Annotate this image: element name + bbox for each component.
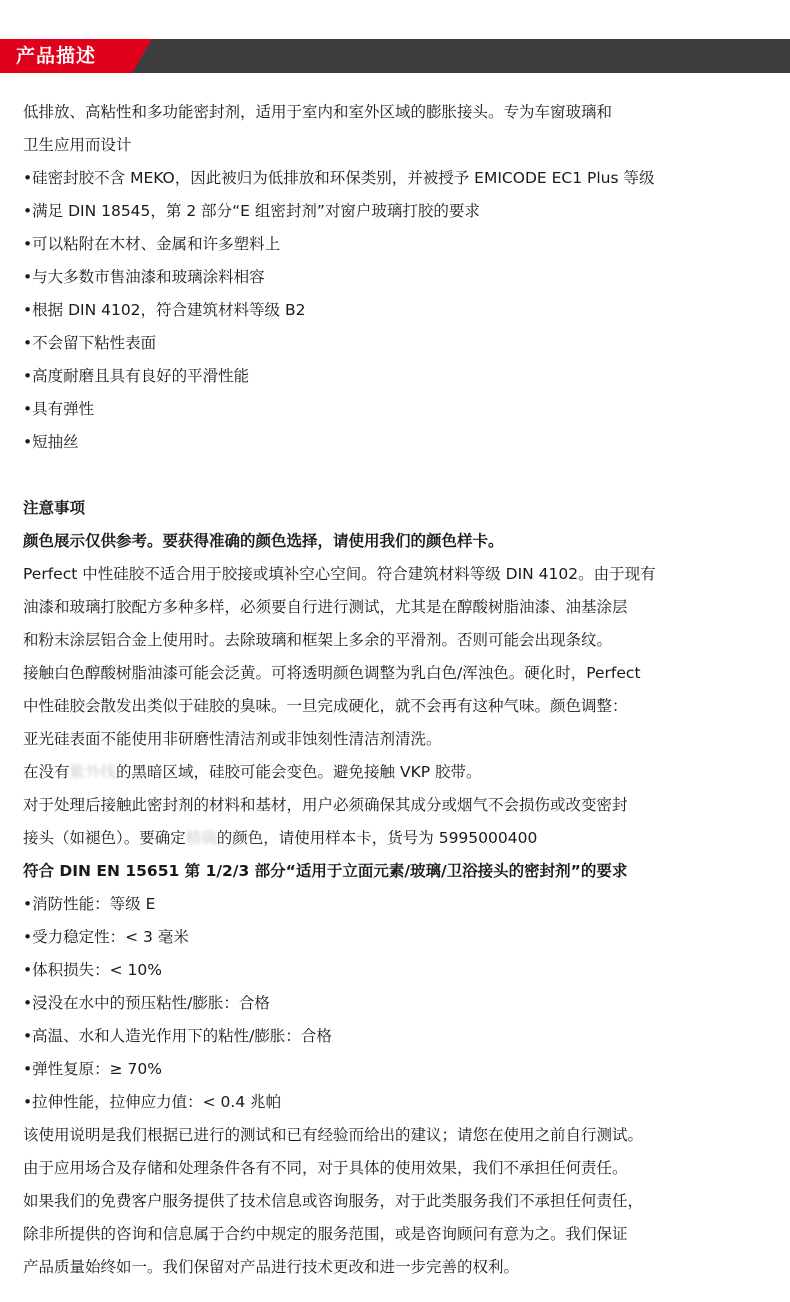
standard-bullet: •受力稳定性：< 3 毫米 xyxy=(23,928,189,946)
color-notice: 颜色展示仅供参考。要获得准确的颜色选择，请使用我们的颜色样卡。 xyxy=(23,532,504,550)
material-text-blurred: 精确 xyxy=(185,829,217,847)
dark-area-text-pre: 在没有 xyxy=(23,763,70,781)
notes-paragraph-line: 亚光硅表面不能使用非研磨性清洁剂或非蚀刻性清洁剂清洗。 xyxy=(23,730,442,748)
disclaimer-line: 产品质量始终如一。我们保留对产品进行技术更改和进一步完善的权利。 xyxy=(23,1258,520,1276)
material-text-post: 的颜色，请使用样本卡，货号为 5995000400 xyxy=(216,829,538,847)
intro-text-line: 卫生应用而设计 xyxy=(23,136,132,154)
feature-bullet: •可以粘附在木材、金属和许多塑料上 xyxy=(23,235,281,253)
notes-paragraph-line: 和粉末涂层铝合金上使用时。去除玻璃和框架上多余的平滑剂。否则可能会出现条纹。 xyxy=(23,631,613,649)
disclaimer-line: 由于应用场合及存储和处理条件各有不同，对于具体的使用效果，我们不承担任何责任。 xyxy=(23,1159,628,1177)
standard-bullet: •高温、水和人造光作用下的粘性/膨胀：合格 xyxy=(23,1027,332,1045)
feature-bullet: •短抽丝 xyxy=(23,433,79,451)
feature-bullet: •满足 DIN 18545，第 2 部分“E 组密封剂”对窗户玻璃打胶的要求 xyxy=(23,202,480,220)
section-header-bar xyxy=(0,39,790,73)
feature-bullet: •不会留下粘性表面 xyxy=(23,334,157,352)
intro-text-line: 低排放、高粘性和多功能密封剂，适用于室内和室外区域的膨胀接头。专为车窗玻璃和 xyxy=(23,103,613,121)
standard-heading: 符合 DIN EN 15651 第 1/2/3 部分“适用于立面元素/玻璃/卫浴接头的密封剂”的要求 xyxy=(23,862,628,880)
feature-bullet: •高度耐磨且具有良好的平滑性能 xyxy=(23,367,250,385)
product-description-content xyxy=(23,96,783,1284)
notes-paragraph-line: 中性硅胶会散发出类似于硅胶的臭味。一旦完成硬化，就不会再有这种气味。颜色调整： xyxy=(23,697,628,715)
notes-paragraph-line: 接触白色醇酸树脂油漆可能会泛黄。可将透明颜色调整为乳白色/浑浊色。硬化时，Perfect xyxy=(23,664,641,682)
dark-area-line xyxy=(23,756,783,789)
standard-bullet: •体积损失：< 10% xyxy=(23,961,163,979)
feature-bullet: •根据 DIN 4102，符合建筑材料等级 B2 xyxy=(23,301,306,319)
feature-bullet: •具有弹性 xyxy=(23,400,95,418)
notes-paragraph-line: Perfect 中性硅胶不适合用于胶接或填补空心空间。符合建筑材料等级 DIN 4102。由于现有 xyxy=(23,565,656,583)
material-line: 对于处理后接触此密封剂的材料和基材，用户必须确保其成分或烟气不会损伤或改变密封 xyxy=(23,796,628,814)
standard-bullet: •浸没在水中的预压粘性/膨胀：合格 xyxy=(23,994,270,1012)
disclaimer-line: 除非所提供的咨询和信息属于合约中规定的服务范围，或是咨询顾问有意为之。我们保证 xyxy=(23,1225,628,1243)
feature-bullet: •与大多数市售油漆和玻璃涂料相容 xyxy=(23,268,265,286)
spacer xyxy=(23,459,783,492)
section-title: 产品描述 xyxy=(16,45,97,67)
disclaimer-line: 如果我们的免费客户服务提供了技术信息或咨询服务，对于此类服务我们不承担任何责任， xyxy=(23,1192,644,1210)
dark-area-text-blurred: 紫外线 xyxy=(69,763,117,781)
standard-bullet: •拉伸性能，拉伸应力值：< 0.4 兆帕 xyxy=(23,1093,282,1111)
standard-bullet: •弹性复原：≥ 70% xyxy=(23,1060,163,1078)
notes-paragraph-line: 油漆和玻璃打胶配方多种多样，必须要自行进行测试，尤其是在醇酸树脂油漆、油基涂层 xyxy=(23,598,628,616)
dark-area-text-post: 的黑暗区域，硅胶可能会变色。避免接触 VKP 胶带。 xyxy=(116,763,482,781)
notes-heading: 注意事项 xyxy=(23,499,86,517)
material-line xyxy=(23,822,783,855)
disclaimer-line: 该使用说明是我们根据已进行的测试和已有经验而给出的建议；请您在使用之前自行测试。 xyxy=(23,1126,644,1144)
feature-bullet: •硅密封胶不含 MEKO，因此被归为低排放和环保类别，并被授予 EMICODE EC1 Plus 等级 xyxy=(23,169,655,187)
material-text-pre: 接头（如褪色）。要确定 xyxy=(23,829,186,847)
standard-bullet: •消防性能：等级 E xyxy=(23,895,156,913)
